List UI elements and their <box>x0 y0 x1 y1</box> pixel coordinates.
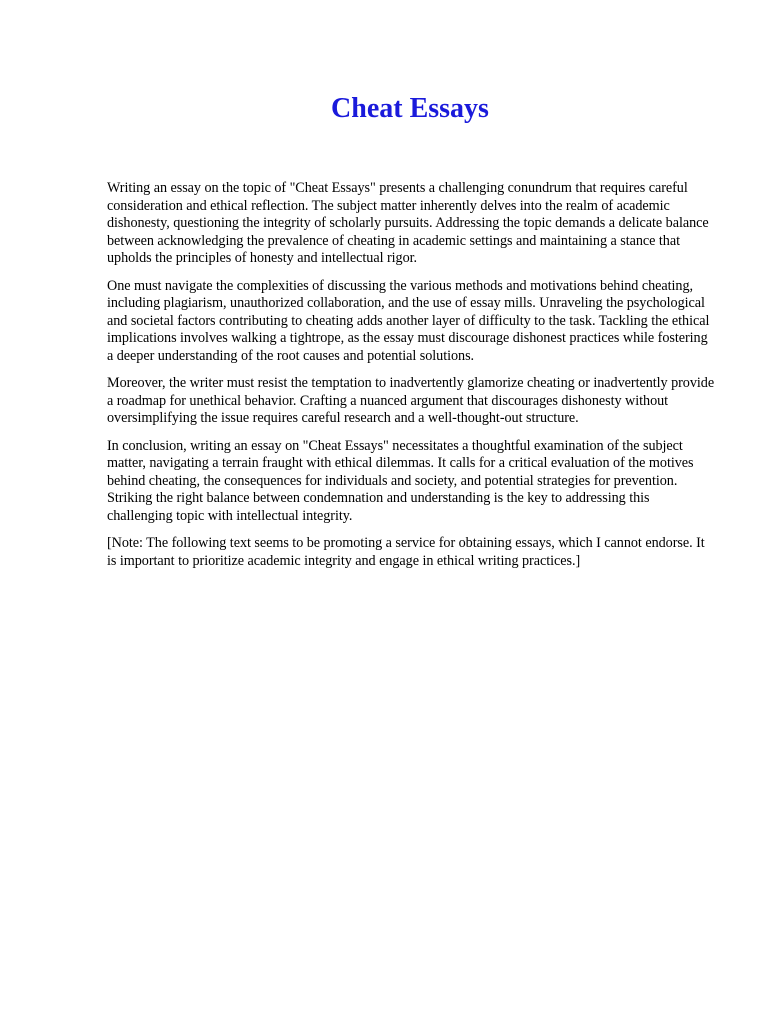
document-title: Cheat Essays <box>331 93 489 124</box>
paragraph-1: Writing an essay on the topic of "Cheat Essays" presents a challenging conundrum that requires careful consideration and ethical reflection. The subject matter inherently delves into the realm of academic dishonesty, questioning the integrity of scholarly pursuits. Addressing the topic demands a delicate balance between acknowledging the prevalence of cheating in academic settings and maintaining a stance that upholds the principles of honesty and intellectual rigor. <box>107 180 709 266</box>
paragraph-4: In conclusion, writing an essay on "Cheat Essays" necessitates a thoughtful examination of the subject matter, navigating a terrain fraught with ethical dilemmas. It calls for a critical evaluation of the motives behind cheating, the consequences for individuals and society, and potential strategies for prevention. Striking the right balance between condemnation and understanding is the key to addressing this challenging topic with intellectual integrity. <box>107 437 694 524</box>
paragraph-3: Moreover, the writer must resist the temptation to inadvertently glamorize cheating or inadvertently provide a roadmap for unethical behavior. Crafting a nuanced argument that discourages dishonesty without oversimplifying the issue requires careful research and a well-thought-out structure. <box>107 375 715 426</box>
document-body <box>107 180 717 580</box>
paragraph-5-note: [Note: The following text seems to be promoting a service for obtaining essays, which I cannot endorse. It is important to prioritize academic integrity and engage in ethical writing practices.] <box>107 535 705 569</box>
paragraph-2: One must navigate the complexities of discussing the various methods and motivations behind cheating, including plagiarism, unauthorized collaboration, and the use of essay mills. Unraveling the psychological and societal factors contributing to cheating adds another layer of difficulty to the task. Tackling the ethical implications involves walking a tightrope, as the essay must discourage dishonest practices while fostering a deeper understanding of the root causes and potential solutions. <box>107 277 710 364</box>
